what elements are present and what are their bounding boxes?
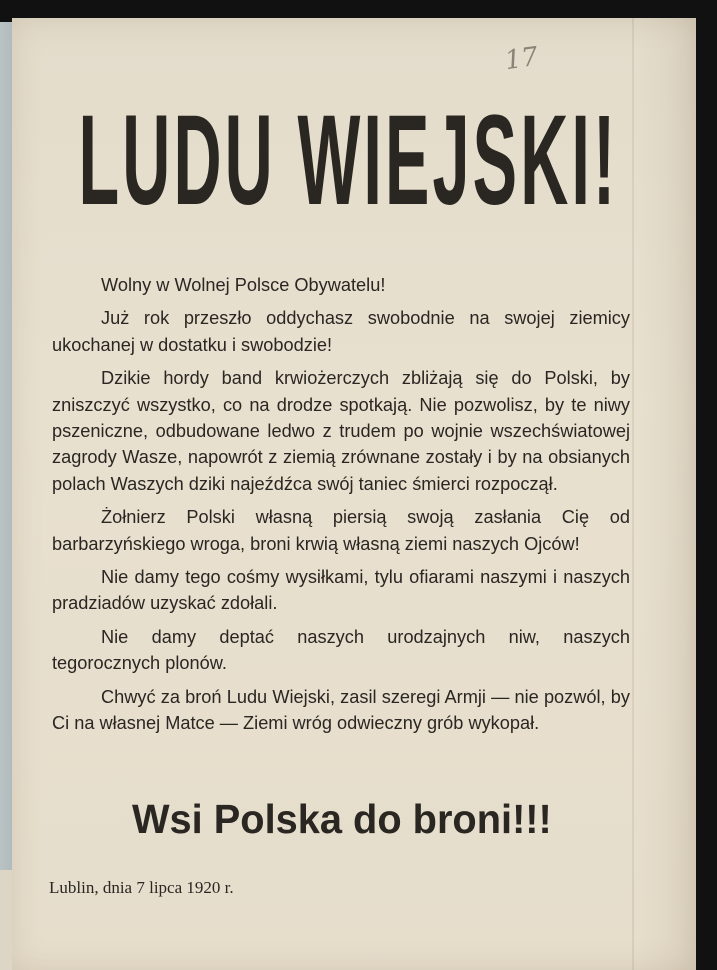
- paragraph: Chwyć za broń Ludu Wiejski, zasil szeregi Armji — nie pozwól, by Ci na własnej Matce — Ziemi wróg odwieczny grób wykopał.: [52, 686, 630, 734]
- call-to-arms: Wsi Polska do broni!!!: [132, 796, 552, 842]
- place-and-date: Lublin, dnia 7 lipca 1920 r.: [49, 878, 234, 897]
- poster-headline: LUDU WIEJSKI!: [78, 89, 619, 232]
- paper-edge-shadow: [638, 18, 696, 970]
- paragraph: Żołnierz Polski własną piersią swoją zasłania Cię od barbarzyńskiego wroga, broni krwią własną ziemi naszych Ojców!: [52, 507, 630, 554]
- handwritten-page-number: 17: [503, 41, 541, 77]
- paragraph: Nie damy tego cośmy wysiłkami, tylu ofiarami naszymi i naszych pradziadów uzyskać zdołali.: [52, 567, 630, 614]
- paragraph: Wolny w Wolnej Polsce Obywatelu!: [101, 275, 386, 295]
- proclamation-body: [52, 272, 630, 744]
- paragraph: Nie damy deptać naszych urodzajnych niw, naszych tegorocznych plonów.: [52, 626, 630, 674]
- paragraph: Już rok przeszło oddychasz swobodnie na swojej ziemicy ukochanej w dostatku i swobodzie!: [52, 308, 630, 355]
- paper-fold: [632, 18, 634, 970]
- paragraph: Dzikie hordy band krwiożerczych zbliżają się do Polski, by zniszczyć wszystko, co na drodze spotkają. Nie pozwolisz, by te niwy pszeniczne, odbudowane ledwo z trudem po wojnie wszechświatowej zagrody Wasze, napowrót z ziemią zrównane zostały i by na obsianych polach Waszych dziki najeźdźca swój taniec śmierci rozpoczął.: [52, 368, 630, 494]
